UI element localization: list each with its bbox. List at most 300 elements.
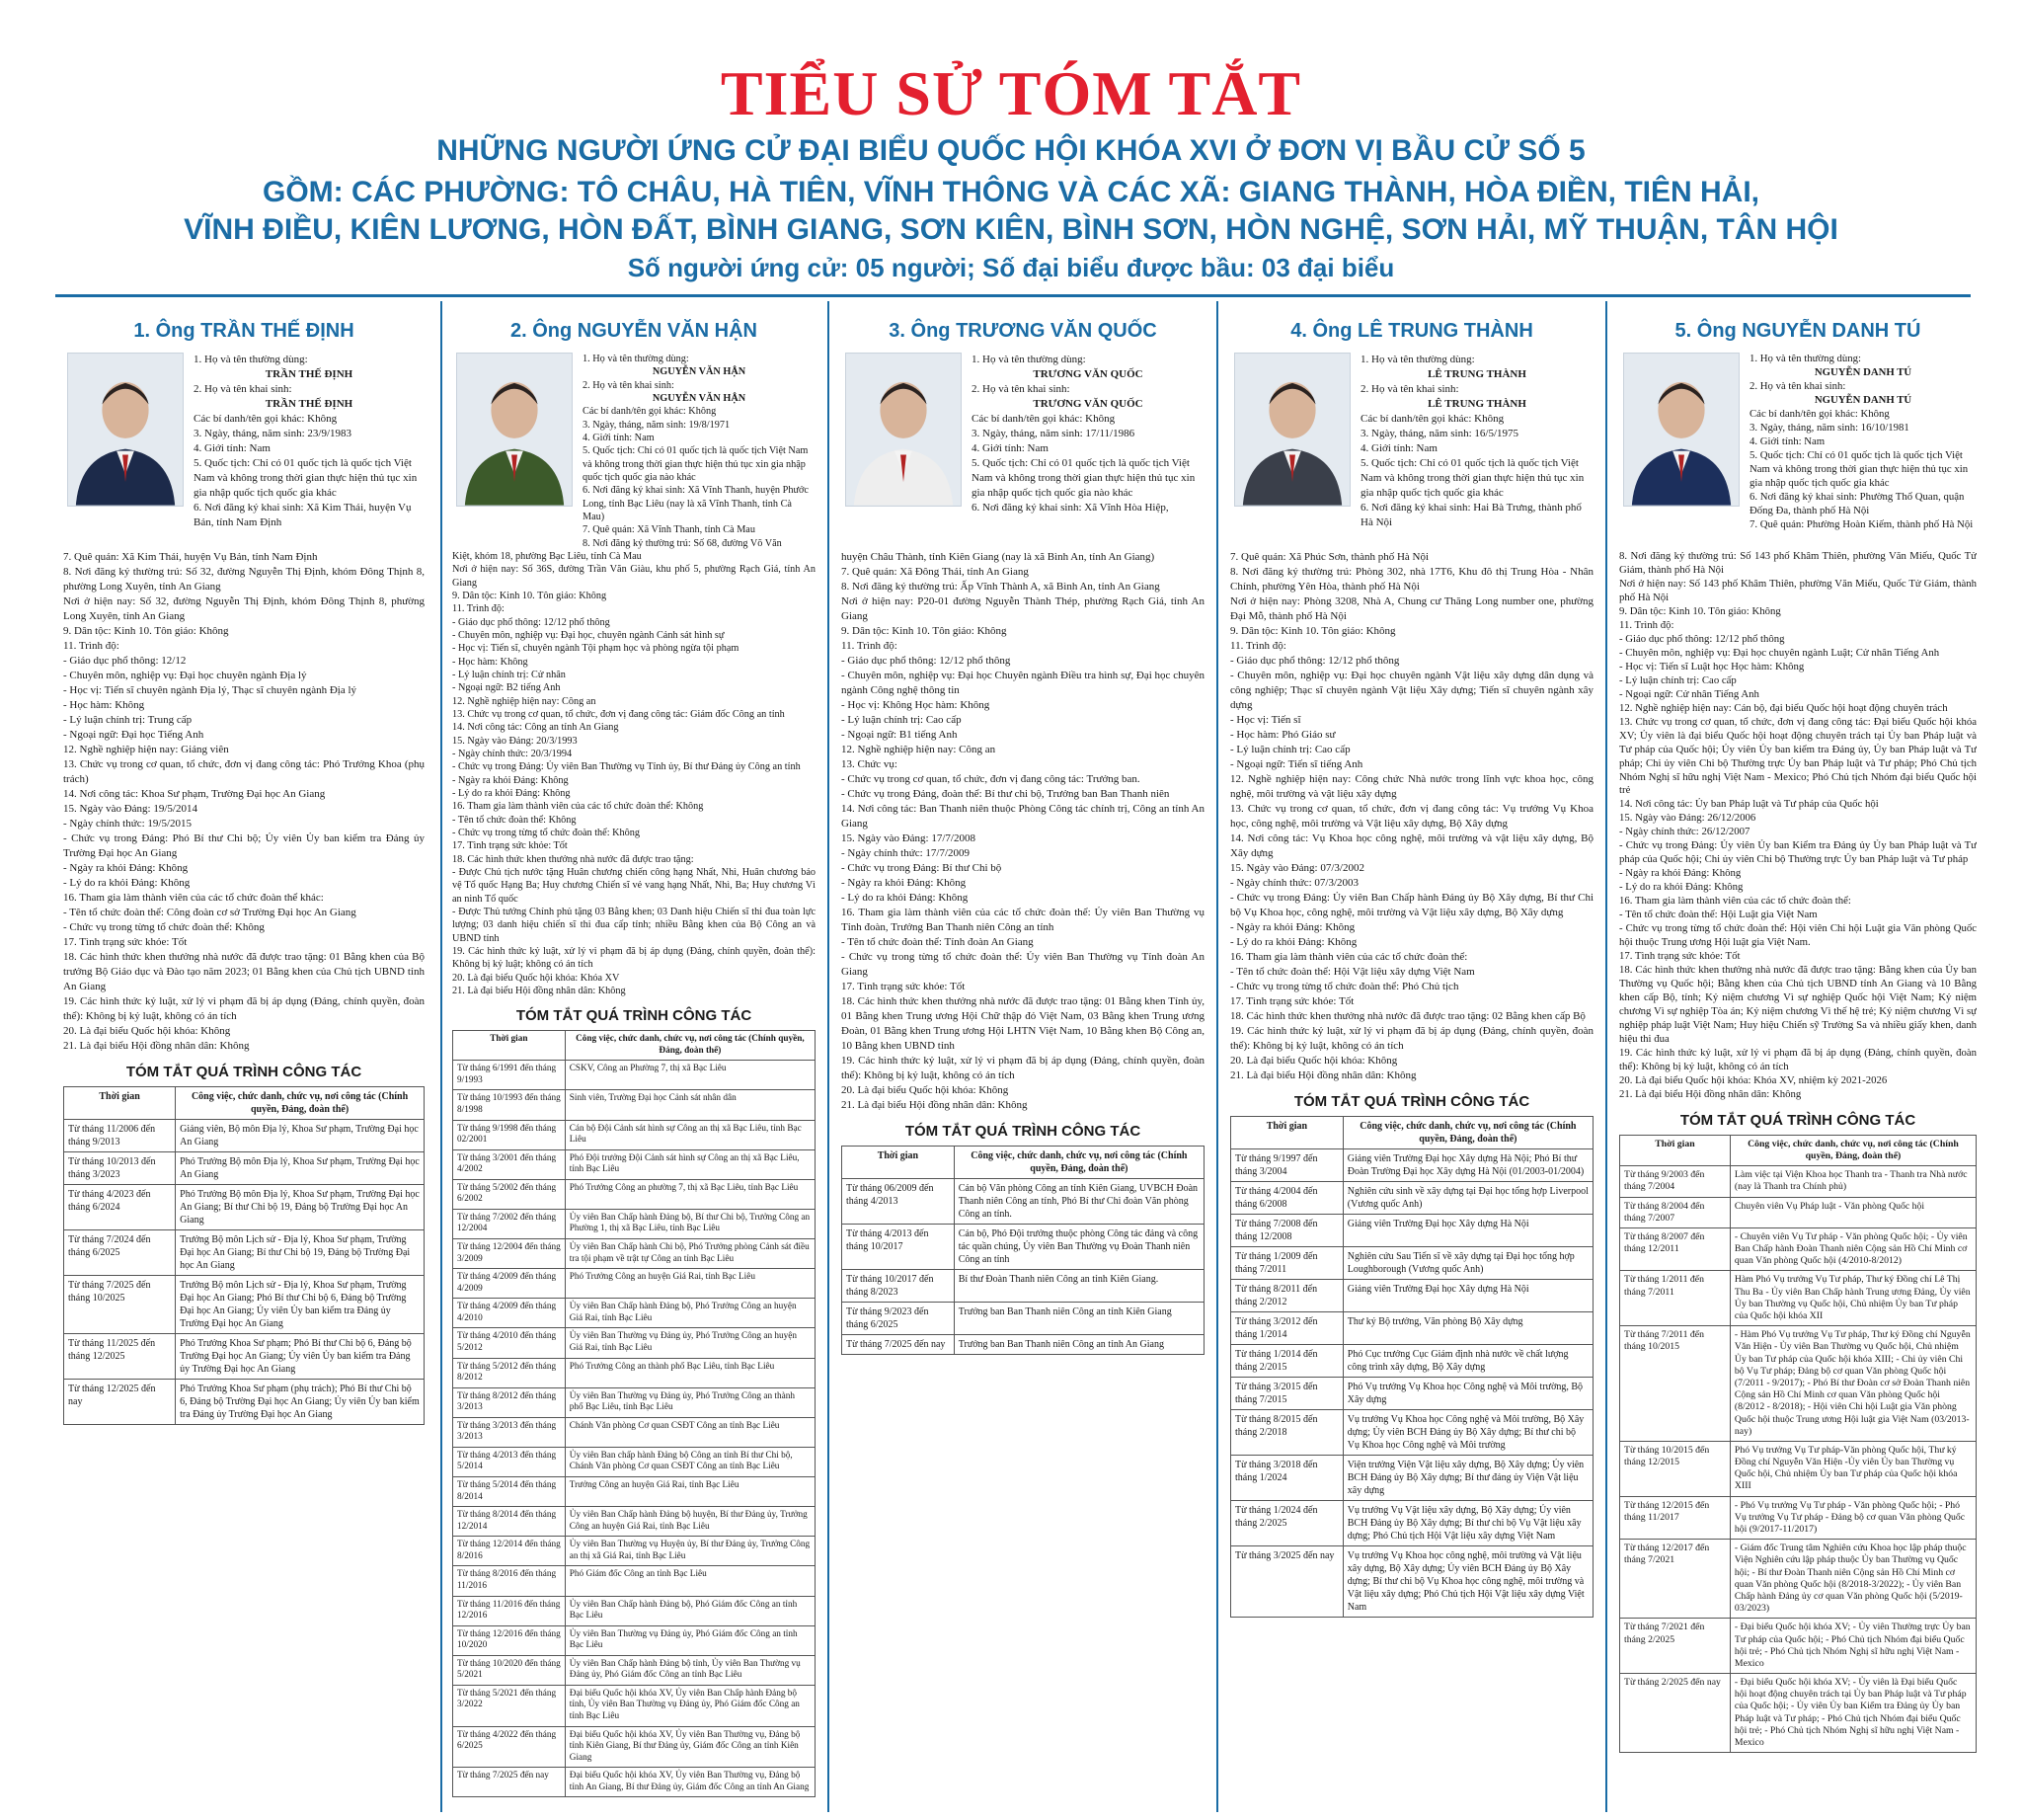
work-time: Từ tháng 8/2012 đến tháng 3/2013 [453, 1387, 566, 1417]
table-row [1231, 1182, 1594, 1215]
info-line: 6. Nơi đăng ký khai sinh: Phường Thổ Quan, quận Đống Đa, thành phố Hà Nội [1750, 490, 1965, 516]
bio-field: - Lý do ra khỏi Đảng: Không [63, 877, 191, 889]
work-history-table [63, 1086, 425, 1425]
table-row [1620, 1197, 1977, 1227]
bio-field: - Học vị: Không Học hàm: Không [841, 699, 990, 711]
table-row [64, 1152, 425, 1185]
table-row [1620, 1166, 1977, 1197]
bio-field: Nơi ở hiện nay: Số 32, đường Nguyễn Thị Định, khóm Đông Thịnh 8, phường Long Xuyên, tỉnh An Giang [63, 595, 425, 622]
table-row [842, 1225, 1205, 1270]
bio-field: 17. Tình trạng sức khỏe: Tốt [841, 981, 966, 992]
bio-field: - Ngày ra khỏi Đảng: Không [1619, 867, 1742, 880]
col-header-job: Công việc, chức danh, chức vụ, nơi công tác (Chính quyền, Đảng, đoàn thể) [1343, 1117, 1593, 1149]
work-job: Chánh Văn phòng Cơ quan CSĐT Công an tỉnh Bạc Liêu [565, 1417, 815, 1447]
table-row [453, 1387, 816, 1417]
bio-field: - Ngày ra khỏi Đảng: Không [452, 774, 569, 786]
work-time: Từ tháng 7/2008 đến tháng 12/2008 [1231, 1215, 1344, 1247]
work-time: Từ tháng 3/2012 đến tháng 1/2014 [1231, 1312, 1344, 1345]
work-job: Bí thư Đoàn Thanh niên Công an tỉnh Kiên Giang. [954, 1270, 1204, 1303]
work-job: Phó Trưởng Bộ môn Địa lý, Khoa Sư phạm, Trường Đại học An Giang [176, 1152, 425, 1185]
work-job: - Phó Vụ trưởng Vụ Tư pháp - Văn phòng Quốc hội; - Phó Vụ trưởng Vụ Tư pháp - Đảng bộ cơ quan Văn phòng Quốc hội (9/2017-11/2017) [1730, 1496, 1976, 1540]
work-time: Từ tháng 8/2016 đến tháng 11/2016 [453, 1566, 566, 1596]
work-job: Phó Trưởng Khoa Sư phạm; Phó Bí thư Chi bộ 6, Đảng bộ Trường Đại học An Giang; Ủy viên Ủy ban kiểm tra Đảng ủy Trường Đại học An Giang [176, 1334, 425, 1380]
info-line: 4. Giới tính: Nam [194, 442, 271, 454]
work-time: Từ tháng 3/2025 đến nay [1231, 1546, 1344, 1618]
common-name-label: 1. Họ và tên thường dùng: [583, 354, 689, 364]
work-job: Đại biểu Quốc hội khóa XV, Ủy viên Ban Thường vụ, Đảng bộ tỉnh An Giang, Bí thư Đảng ủy, Giám đốc Công an tỉnh An Giang [565, 1768, 815, 1797]
work-job: Hàm Phó Vụ trưởng Vụ Tư pháp, Thư ký Đồng chí Lê Thị Thu Ba - Ủy viên Ban Chấp hành Trung ương Đảng, Ủy viên Ủy ban Thường vụ Quốc hội, Chủ nhiệm Ủy ban Tư pháp của Quốc hội khóa XII [1730, 1271, 1976, 1326]
table-row [453, 1507, 816, 1537]
subtitle-line-2: GỒM: CÁC PHƯỜNG: TÔ CHÂU, HÀ TIÊN, VĨNH THÔNG VÀ CÁC XÃ: GIANG THÀNH, HÒA ĐIỀN, TIÊN HẢI, [262, 176, 1760, 208]
birth-name-label: 2. Họ và tên khai sinh: [1361, 383, 1459, 395]
work-job: - Đại biểu Quốc hội khóa XV; - Ủy viên Thường trực Ủy ban Tư pháp của Quốc hội; - Phó Chủ tịch Nhóm đại biểu Quốc hội trẻ; - Phó Chủ tịch Nhóm Nghị sĩ hữu nghị Việt Nam - Mexico [1730, 1619, 1976, 1674]
info-line: 4. Giới tính: Nam [1361, 442, 1438, 454]
info-line: 4. Giới tính: Nam [972, 442, 1049, 454]
bio-field: - Chức vụ trong từng tổ chức đoàn thể: Không [452, 827, 641, 838]
col-header-time: Thời gian [1231, 1117, 1344, 1149]
bio-field: - Ngày chính thức: 26/12/2007 [1619, 826, 1750, 838]
work-job: Ủy viên Ban Thường vụ Đảng ủy, Phó Giám đốc Công an tỉnh Bạc Liêu [565, 1625, 815, 1655]
bio-top [1619, 353, 1977, 550]
work-job: - Đại biểu Quốc hội khóa XV; - Ủy viên là Đại biểu Quốc hội hoạt động chuyên trách tại Ủy ban Pháp luật và Tư pháp của Quốc hội; - Ủy viên Ủy ban Kiểm tra Đảng ủy Ủy ban Pháp luật và Tư pháp; - Phó Chủ tịch Nhóm đại biểu Quốc hội trẻ; - Phó Chủ tịch Nhóm Nghị sĩ hữu nghị Việt Nam - Mexico [1730, 1674, 1976, 1753]
bio-field: 21. Là đại biểu Hội đồng nhân dân: Không [841, 1099, 1028, 1111]
bio-field: 12. Nghề nghiệp hiện nay: Công chức Nhà nước trong lĩnh vực khoa học, công nghệ, môi trường và vật liệu xây dựng [1230, 773, 1594, 800]
work-job: Nghiên cứu Sau Tiến sĩ về xây dựng tại Đại học tổng hợp Loughborough (Vương quốc Anh) [1343, 1247, 1593, 1280]
table-row [64, 1334, 425, 1380]
candidate-portrait [845, 353, 962, 507]
birth-name-value: LÊ TRUNG THÀNH [1428, 398, 1526, 410]
work-job: Cán bộ Đội Cảnh sát hình sự Công an thị xã Bạc Liêu, tỉnh Bạc Liêu [565, 1120, 815, 1149]
subtitle-line-1: NHỮNG NGƯỜI ỨNG CỬ ĐẠI BIỂU QUỐC HỘI KHÓA XVI Ở ĐƠN VỊ BẦU CỬ SỐ 5 [436, 134, 1586, 167]
work-time: Từ tháng 4/2022 đến tháng 6/2025 [453, 1726, 566, 1768]
bio-field: - Chức vụ trong Đảng, đoàn thể: Bí thư chi bộ, Trưởng ban Ban Thanh niên [841, 788, 1170, 800]
table-row [1231, 1378, 1594, 1410]
portrait-placeholder-icon [1235, 354, 1350, 506]
table-row [1231, 1312, 1594, 1345]
header-divider [55, 294, 1971, 297]
work-time: Từ tháng 7/2011 đến tháng 10/2015 [1620, 1326, 1731, 1442]
work-time: Từ tháng 10/2015 đến tháng 12/2015 [1620, 1441, 1731, 1496]
bio-field: - Tên tổ chức đoàn thể: Công đoàn cơ sở Trường Đại học An Giang [63, 907, 356, 918]
work-time: Từ tháng 1/2009 đến tháng 7/2011 [1231, 1247, 1344, 1280]
bio-field: 8. Nơi đăng ký thường trú: Số 143 phố Khâm Thiên, phường Văn Miếu, Quốc Tử Giám, thành phố Hà Nội [1619, 550, 1977, 576]
table-row [64, 1185, 425, 1230]
bio-field: - Ngày ra khỏi Đảng: Không [1230, 921, 1356, 933]
work-job: Phó Trưởng Khoa Sư phạm (phụ trách); Phó Bí thư Chi bộ 6, Đảng bộ Trường Đại học An Giang; Ủy viên Ủy ban kiểm tra Đảng ủy Trường Đại học An Giang [176, 1380, 425, 1425]
work-time: Từ tháng 8/2011 đến tháng 2/2012 [1231, 1280, 1344, 1312]
birth-name-value: TRƯƠNG VĂN QUỐC [1033, 398, 1143, 410]
bio-field: - Lý do ra khỏi Đảng: Không [1230, 936, 1358, 948]
work-time: Từ tháng 4/2004 đến tháng 6/2008 [1231, 1182, 1344, 1215]
info-line: 3. Ngày, tháng, năm sinh: 16/5/1975 [1361, 428, 1518, 439]
bio-fields [841, 550, 1205, 1113]
table-row [1231, 1501, 1594, 1546]
table-row [1620, 1674, 1977, 1753]
work-time: Từ tháng 4/2013 đến tháng 5/2014 [453, 1447, 566, 1476]
bio-field: - Giáo dục phổ thông: 12/12 phổ thông [1230, 655, 1400, 667]
work-job: Phó Vụ trưởng Vụ Khoa học Công nghệ và Môi trường, Bộ Xây dựng [1343, 1378, 1593, 1410]
table-row [64, 1276, 425, 1334]
work-job: Trưởng Bộ môn Lịch sử - Địa lý, Khoa Sư phạm, Trường Đại học An Giang; Phó Bí thư Chi bộ 6, Đảng bộ Trường Đại học An Giang; Ủy viên Ủy ban kiểm tra Đảng ủy Trường Đại học An Giang [176, 1276, 425, 1334]
table-row [1620, 1227, 1977, 1271]
work-job: Đại biểu Quốc hội khóa XV, Ủy viên Ban Thường vụ, Đảng bộ tỉnh Kiên Giang, Bí thư Đảng ủy, Giám đốc Công an tỉnh Kiên Giang [565, 1726, 815, 1768]
info-line: 5. Quốc tịch: Chỉ có 01 quốc tịch là quốc tịch Việt Nam và không trong thời gian thực hiện thủ tục xin gia nhập quốc tịch quốc gia khác [1361, 457, 1585, 499]
bio-fields [1230, 550, 1594, 1083]
bio-field: - Ngày chính thức: 17/7/2009 [841, 847, 970, 859]
work-job: Ủy viên Ban chấp hành Đảng bộ Công an tỉnh Bí thư Chi bộ, Chánh Văn phòng Cơ quan CSĐT Công an tỉnh Bạc Liêu [565, 1447, 815, 1476]
work-job: Giảng viên, Bộ môn Địa lý, Khoa Sư phạm, Trường Đại học An Giang [176, 1120, 425, 1152]
col-header-time: Thời gian [453, 1031, 566, 1061]
work-job: Sinh viên, Trường Đại học Cảnh sát nhân dân [565, 1090, 815, 1120]
col-header-job: Công việc, chức danh, chức vụ, nơi công tác (Chính quyền, Đảng, đoàn thể) [954, 1147, 1204, 1179]
bio-field: - Chuyên môn, nghiệp vụ: Đại học Chuyên ngành Điều tra hình sự, Đại học chuyên ngành Công nghệ thông tin [841, 670, 1205, 696]
bio-top [841, 353, 1205, 550]
work-summary-title: TÓM TẮT QUÁ TRÌNH CÔNG TÁC [1679, 1111, 1916, 1129]
table-row [1231, 1345, 1594, 1378]
bio-field: - Giáo dục phổ thông: 12/12 phổ thông [1619, 632, 1785, 645]
bio-field: 11. Trình độ: [452, 603, 505, 615]
bio-field: 16. Tham gia làm thành viên của các tổ chức đoàn thể khác: [63, 892, 324, 904]
bio-field: 11. Trình độ: [1619, 618, 1674, 631]
bio-field: - Ngày ra khỏi Đảng: Không [841, 877, 967, 889]
bio-field: - Học vị: Tiến sĩ [1230, 714, 1301, 726]
bio-field: 7. Quê quán: Xã Kim Thái, huyện Vụ Bản, tỉnh Nam Định [63, 551, 318, 563]
work-job: Ủy viên Ban Chấp hành Đảng bộ huyện, Bí thư Đảng ủy, Trưởng Công an huyện Giá Rai, tỉnh Bạc Liêu [565, 1507, 815, 1537]
table-row [453, 1299, 816, 1328]
table-row [453, 1726, 816, 1768]
info-line: Các bí danh/tên gọi khác: Không [1361, 413, 1505, 425]
work-job: Trưởng ban Ban Thanh niên Công an tỉnh Kiên Giang [954, 1303, 1204, 1335]
bio-field: 12. Nghề nghiệp hiện nay: Công an [841, 744, 996, 755]
bio-field: 14. Nơi công tác: Công an tỉnh An Giang [452, 722, 619, 734]
bio-field: - Tên tổ chức đoàn thể: Hội Vật liệu xây dựng Việt Nam [1230, 966, 1475, 978]
birth-name-value: TRẦN THẾ ĐỊNH [265, 398, 353, 410]
bio-field: - Lý luận chính trị: Trung cấp [63, 714, 193, 726]
table-row [453, 1239, 816, 1269]
work-job: Giảng viên Trường Đại học Xây dựng Hà Nội [1343, 1280, 1593, 1312]
bio-field: 13. Chức vụ trong cơ quan, tổ chức, đơn vị đang công tác: Giám đốc Công an tỉnh [452, 708, 785, 720]
bio-field: 13. Chức vụ: [841, 758, 897, 770]
work-time: Từ tháng 7/2025 đến tháng 10/2025 [64, 1276, 176, 1334]
table-row [453, 1768, 816, 1797]
bio-fields [1619, 550, 1977, 1102]
col-header-job: Công việc, chức danh, chức vụ, nơi công tác (Chính quyền, Đảng, đoàn thể) [176, 1087, 425, 1120]
bio-field: - Chức vụ trong từng tổ chức đoàn thể: Phó Chủ tịch [1230, 981, 1459, 992]
work-job: Vụ trưởng Vụ Khoa học Công nghệ và Môi trường, Bộ Xây dựng; Ủy viên BCH Đảng ủy Bộ Xây dựng; Bí thư chi bộ Vụ Khoa học Công nghệ và Môi trường [1343, 1410, 1593, 1456]
bio-field: 9. Dân tộc: Kinh 10. Tôn giáo: Không [1619, 604, 1781, 617]
table-row [1231, 1247, 1594, 1280]
work-time: Từ tháng 4/2009 đến tháng 4/2009 [453, 1269, 566, 1299]
work-job: Ủy viên Ban Thường vụ Huyện ủy, Bí thư Đảng ủy, Trưởng Công an thị xã Giá Rai, tỉnh Bạc Liêu [565, 1537, 815, 1566]
work-job: Cán bộ Văn phòng Công an tỉnh Kiên Giang, UVBCH Đoàn Thanh niên Công an tỉnh, Phó Bí thư Chi đoàn Văn phòng Công an tỉnh. [954, 1179, 1204, 1225]
page-header [0, 0, 2022, 296]
work-time: Từ tháng 6/1991 đến tháng 9/1993 [453, 1061, 566, 1090]
work-time: Từ tháng 12/2015 đến tháng 11/2017 [1620, 1496, 1731, 1540]
bio-field: 21. Là đại biểu Hội đồng nhân dân: Không [452, 985, 626, 996]
bio-field: 13. Chức vụ trong cơ quan, tổ chức, đơn vị đang công tác: Đại biểu Quốc hội khóa XV; Ủy viên là đại biểu Quốc hội hoạt động chuyên trách tại Ủy ban Pháp luật và Tư pháp của Quốc hội; Ủy viên Ủy ban kiểm tra Đảng ủy, Ủy ban Pháp luật và Tư pháp; Chi ủy viên Chi bộ Thường trực Ủy ban Pháp luật và Tư pháp; Phó Chủ tịch Nhóm Nghị sĩ hữu nghị Việt Nam - Mexico; Phó Chủ tịch Nhóm đại biểu Quốc hội trẻ [1619, 715, 1977, 797]
info-line: 6. Nơi đăng ký khai sinh: Hai Bà Trưng, thành phố Hà Nội [1361, 502, 1582, 528]
work-time: Từ tháng 11/2006 đến tháng 9/2013 [64, 1120, 176, 1152]
work-time: Từ tháng 8/2007 đến tháng 12/2011 [1620, 1227, 1731, 1271]
candidate-column-1 [63, 301, 425, 1812]
bio-field: 17. Tình trạng sức khỏe: Tốt [452, 840, 568, 852]
bio-field: 12. Nghề nghiệp hiện nay: Giảng viên [63, 744, 229, 755]
bio-field: 14. Nơi công tác: Khoa Sư phạm, Trường Đại học An Giang [63, 788, 326, 800]
info-line: 3. Ngày, tháng, năm sinh: 16/10/1981 [1750, 421, 1909, 434]
table-row [842, 1270, 1205, 1303]
work-time: Từ tháng 4/2009 đến tháng 4/2010 [453, 1299, 566, 1328]
bio-field: 16. Tham gia làm thành viên của các tổ chức đoàn thể: [1230, 951, 1468, 963]
table-row [64, 1380, 425, 1425]
bio-field: - Ngoại ngữ: Cử nhân Tiếng Anh [1619, 687, 1759, 700]
bio-field: - Tên tổ chức đoàn thể: Không [452, 814, 577, 826]
bio-field: 20. Là đại biểu Quốc hội khóa: Không [841, 1084, 1009, 1096]
candidate-portrait [456, 353, 573, 507]
work-job: Trưởng Công an huyện Giá Rai, tỉnh Bạc Liêu [565, 1477, 815, 1507]
bio-field: 12. Nghề nghiệp hiện nay: Cán bộ, đại biểu Quốc hội hoạt động chuyên trách [1619, 701, 1948, 714]
table-row [1231, 1410, 1594, 1456]
work-job: - Hàm Phó Vụ trưởng Vụ Tư pháp, Thư ký Đồng chí Nguyễn Văn Hiện - Ủy viên Ban Thường vụ Quốc hội, Chủ nhiệm Ủy ban Tư pháp của Quốc hội khóa XIII; - Chi ủy viên Chi bộ Vụ Tư pháp; Đảng bộ cơ quan Văn phòng Quốc hội (7/2011 - 9/2017); - Phó Bí thư Đoàn cơ sở Đoàn Thanh niên Cộng sản Hồ Chí Minh cơ quan Văn phòng Quốc hội (8/2012 - 8/2018); - Hội viên Chi hội Luật gia Văn phòng Quốc hội thuộc Trung ương Hội luật gia Việt Nam (03/2013-nay) [1730, 1326, 1976, 1442]
bio-field: - Ngoại ngữ: Tiến sĩ tiếng Anh [1230, 758, 1363, 770]
birth-name-value: NGUYỄN DANH TÚ [1814, 393, 1912, 406]
bio-field: 8. Nơi đăng ký thường trú: Số 32, đường Nguyễn Thị Định, khóm Đông Thịnh 8, phường Long Xuyên, tỉnh An Giang [63, 566, 425, 593]
col-header-time: Thời gian [842, 1147, 955, 1179]
info-line: 8. Nơi đăng ký thường trú: Số 68, đường Võ Văn [583, 537, 782, 549]
bio-field: Nơi ở hiện nay: Phòng 3208, Nhà A, Chung cư Thăng Long number one, phường Đại Mỗ, thành phố Hà Nội [1230, 595, 1594, 622]
work-job: Ủy viên Ban Chấp hành Đảng bộ tỉnh, Ủy viên Ban Thường vụ Đảng ủy, Phó Giám đốc Công an tỉnh Bạc Liêu [565, 1655, 815, 1685]
bio-field: 9. Dân tộc: Kinh 10. Tôn giáo: Không [63, 625, 229, 637]
work-job: Ủy viên Ban Chấp hành Đảng bộ, Phó Giám đốc Công an tỉnh Bạc Liêu [565, 1596, 815, 1625]
bio-field: 12. Nghề nghiệp hiện nay: Công an [452, 695, 596, 707]
bio-field: 17. Tình trạng sức khỏe: Tốt [1619, 950, 1741, 963]
birth-name-label: 2. Họ và tên khai sinh: [583, 379, 674, 391]
table-row [453, 1179, 816, 1209]
table-row [453, 1061, 816, 1090]
bio-top [452, 353, 816, 550]
bio-field: - Giáo dục phổ thông: 12/12 phổ thông [452, 616, 610, 628]
work-job: Phó Trưởng Bộ môn Địa lý, Khoa Sư phạm, Trường Đại học An Giang; Bí thư Chi bộ 19, Đảng bộ Trường Đại học An Giang [176, 1185, 425, 1230]
candidate-portrait [67, 353, 184, 507]
bio-field: - Giáo dục phổ thông: 12/12 [63, 655, 187, 667]
bio-field: - Học vị: Tiến sĩ, chuyên ngành Tội phạm học và phòng ngừa tội phạm [452, 643, 739, 655]
bio-field: - Ngày chính thức: 19/5/2015 [63, 818, 192, 830]
bio-fields [452, 550, 816, 997]
bio-field: 15. Ngày vào Đảng: 07/3/2002 [1230, 862, 1364, 874]
bio-field: - Học hàm: Không [452, 656, 528, 668]
bio-field: - Được Thủ tướng Chính phủ tặng 03 Bằng khen; 03 Danh hiệu Chiến sĩ thi đua toàn lực lượng; 03 danh hiệu chiến sĩ thi đua cấp tỉnh; nhiều Bằng khen của Bộ Công an và UBND tỉnh [452, 906, 816, 944]
bio-field: 15. Ngày vào Đảng: 17/7/2008 [841, 832, 975, 844]
work-time: Từ tháng 3/2015 đến tháng 7/2015 [1231, 1378, 1344, 1410]
work-time: Từ tháng 12/2014 đến tháng 8/2016 [453, 1537, 566, 1566]
column-divider [440, 301, 442, 1812]
work-time: Từ tháng 7/2024 đến tháng 6/2025 [64, 1230, 176, 1276]
info-line: 5. Quốc tịch: Chỉ có 01 quốc tịch là quốc tịch Việt Nam và không trong thời gian thực hiện thủ tục xin gia nhập quốc tịch quốc gia nào khác [583, 445, 809, 483]
work-job: Nghiên cứu sinh về xây dựng tại Đại học tổng hợp Liverpool (Vương quốc Anh) [1343, 1182, 1593, 1215]
table-row [453, 1149, 816, 1179]
work-time: Từ tháng 3/2001 đến tháng 4/2002 [453, 1149, 566, 1179]
birth-name-label: 2. Họ và tên khai sinh: [194, 383, 292, 395]
work-job: Phó Đội trưởng Đội Cảnh sát hình sự Công an thị xã Bạc Liêu, tỉnh Bạc Liêu [565, 1149, 815, 1179]
work-job: - Giám đốc Trung tâm Nghiên cứu Khoa học lập pháp thuộc Viện Nghiên cứu lập pháp thuộc Ủy ban Thường vụ Quốc hội; - Bí thư Đoàn Thanh niên Cộng sản Hồ Chí Minh cơ quan Văn phòng Quốc hội (8/2018-3/2022); - Ủy viên Ban Chấp hành Đảng ủy cơ quan Văn phòng Quốc hội (5/2019-03/2023) [1730, 1540, 1976, 1619]
work-job: Làm việc tại Viện Khoa học Thanh tra - Thanh tra Nhà nước (nay là Thanh tra Chính phủ) [1730, 1166, 1976, 1197]
work-job: Viện trưởng Viện Vật liệu xây dựng, Bộ Xây dựng; Ủy viên BCH Đảng ủy Bộ Xây dựng; Bí thư đảng ủy Viện Vật liệu xây dựng [1343, 1456, 1593, 1501]
info-line: 5. Quốc tịch: Chỉ có 01 quốc tịch là quốc tịch Việt Nam và không trong thời gian thực hiện thủ tục xin gia nhập quốc tịch quốc gia khác [194, 457, 418, 499]
candidate-heading: 2. Ông NGUYỄN VĂN HẬN [509, 320, 758, 342]
portrait-placeholder-icon [457, 354, 572, 506]
bio-field: Nơi ở hiện nay: Số 36S, đường Trần Văn Giàu, khu phố 5, phường Rạch Giá, tỉnh An Giang [452, 564, 816, 589]
bio-field: 21. Là đại biểu Hội đồng nhân dân: Không [1230, 1069, 1417, 1081]
bio-field: - Ngày chính thức: 07/3/2003 [1230, 877, 1359, 889]
bio-field: - Lý luận chính trị: Cao cấp [841, 714, 962, 726]
work-time: Từ tháng 8/2004 đến tháng 7/2007 [1620, 1197, 1731, 1227]
bio-field: 18. Các hình thức khen thưởng nhà nước đã được trao tặng: Bằng khen của Ủy ban Thường vụ Quốc hội; Bằng khen của Chủ tịch UBND tỉnh An Giang và 10 Bằng khen cấp Bộ, tỉnh; Kỷ niệm chương Vì sự nghiệp Quốc hội Việt Nam; Kỷ niệm chương Vì sự nghiệp Tòa án; Kỷ niệm chương Vì thế hệ trẻ; Kỷ niệm chương Vì sự nghiệp pháp luật Việt Nam; Huy hiệu Chiến sỹ Trường Sa và nhiều giấy khen, danh hiệu thi đua [1619, 964, 1977, 1045]
bio-field: Kiệt, khóm 18, phường Bạc Liêu, tỉnh Cà Mau [452, 551, 642, 562]
work-time: Từ tháng 7/2002 đến tháng 12/2004 [453, 1209, 566, 1238]
table-row [1620, 1540, 1977, 1619]
common-name-value: NGUYỄN VĂN HẬN [652, 366, 746, 378]
column-divider [1605, 301, 1607, 1812]
basic-info [1361, 353, 1594, 530]
work-job: - Chuyên viên Vụ Tư pháp - Văn phòng Quốc hội; - Ủy viên Ban Chấp hành Đoàn Thanh niên Cộng sản Hồ Chí Minh cơ quan Văn phòng Quốc hội (4/2010-8/2012) [1730, 1227, 1976, 1271]
basic-info [194, 353, 425, 530]
bio-field: - Chuyên môn, nghiệp vụ: Đại học, chuyên ngành Cảnh sát hình sự [452, 629, 725, 641]
basic-info [583, 353, 816, 550]
portrait-placeholder-icon [846, 354, 961, 506]
candidate-column-4 [1230, 301, 1594, 1812]
table-row [453, 1537, 816, 1566]
table-row [1231, 1456, 1594, 1501]
column-divider [827, 301, 829, 1812]
info-line: 4. Giới tính: Nam [1750, 435, 1826, 447]
bio-field: 7. Quê quán: Xã Đông Thái, tỉnh An Giang [841, 566, 1029, 578]
table-row [1620, 1619, 1977, 1674]
work-time: Từ tháng 3/2018 đến tháng 1/2024 [1231, 1456, 1344, 1501]
table-row [453, 1566, 816, 1596]
bio-field: 20. Là đại biểu Quốc hội khóa: Không [63, 1025, 231, 1037]
bio-field: 14. Nơi công tác: Ban Thanh niên thuộc Phòng Công tác chính trị, Công an tỉnh An Giang [841, 803, 1205, 830]
work-time: Từ tháng 7/2025 đến nay [453, 1768, 566, 1797]
work-time: Từ tháng 4/2023 đến tháng 6/2024 [64, 1185, 176, 1230]
table-row [453, 1209, 816, 1238]
table-row [1620, 1271, 1977, 1326]
bio-field: 9. Dân tộc: Kinh 10. Tôn giáo: Không [841, 625, 1007, 637]
bio-field: 20. Là đại biểu Quốc hội khóa: Khóa XV, nhiệm kỳ 2021-2026 [1619, 1073, 1888, 1086]
table-row [1231, 1280, 1594, 1312]
work-job: Phó Vụ trưởng Vụ Tư pháp-Văn phòng Quốc hội, Thư ký Đồng chí Nguyễn Văn Hiện -Ủy viên Ủy ban Thường vụ Quốc hội, Chủ nhiệm Ủy ban Tư pháp của Quốc hội khóa XIII [1730, 1441, 1976, 1496]
bio-field: 19. Các hình thức kỷ luật, xử lý vi phạm đã bị áp dụng (Đảng, chính quyền, đoàn thể): Không bị kỷ luật; không có án tích [452, 945, 816, 971]
bio-field: - Chức vụ trong Đảng: Phó Bí thư Chi bộ; Ủy viên Ủy ban kiểm tra Đảng ủy Trường Đại học An Giang [63, 832, 425, 859]
bio-field: 18. Các hình thức khen thưởng nhà nước đã được trao tặng: [452, 853, 694, 865]
work-time: Từ tháng 11/2016 đến tháng 12/2016 [453, 1596, 566, 1625]
birth-name-label: 2. Họ và tên khai sinh: [972, 383, 1070, 395]
bio-field: 15. Ngày vào Đảng: 19/5/2014 [63, 803, 197, 815]
birth-name-value: NGUYỄN VĂN HẬN [652, 392, 746, 404]
candidate-heading: 4. Ông LÊ TRUNG THÀNH [1290, 320, 1533, 342]
work-time: Từ tháng 1/2011 đến tháng 7/2011 [1620, 1271, 1731, 1326]
work-summary-title: TÓM TẮT QUÁ TRÌNH CÔNG TÁC [515, 1007, 752, 1025]
work-job: Ủy viên Ban Thường vụ Đảng ủy, Phó Trưởng Công an thành phố Bạc Liêu, tỉnh Bạc Liêu [565, 1387, 815, 1417]
bio-fields [63, 550, 425, 1054]
work-time: Từ tháng 3/2013 đến tháng 3/2013 [453, 1417, 566, 1447]
birth-name-label: 2. Họ và tên khai sinh: [1750, 379, 1846, 392]
work-time: Từ tháng 12/2004 đến tháng 3/2009 [453, 1239, 566, 1269]
work-time: Từ tháng 8/2015 đến tháng 2/2018 [1231, 1410, 1344, 1456]
work-history-table [1230, 1116, 1594, 1618]
table-row [1620, 1326, 1977, 1442]
common-name-label: 1. Họ và tên thường dùng: [1361, 354, 1475, 365]
bio-field: 11. Trình độ: [1230, 640, 1286, 652]
table-row [1620, 1496, 1977, 1540]
basic-info [972, 353, 1205, 515]
bio-field: - Chức vụ trong từng tổ chức đoàn thể: Hội viên Chi hội Luật gia Văn phòng Quốc hội thuộc Trung ương Hội luật gia Việt Nam. [1619, 922, 1977, 949]
table-row [64, 1230, 425, 1276]
basic-info [1750, 353, 1977, 532]
work-time: Từ tháng 1/2024 đến tháng 2/2025 [1231, 1501, 1344, 1546]
bio-field: 17. Tình trạng sức khỏe: Tốt [63, 936, 188, 948]
bio-field: 16. Tham gia làm thành viên của các tổ chức đoàn thể: [1619, 895, 1851, 908]
table-row [453, 1269, 816, 1299]
info-line: 5. Quốc tịch: Chỉ có 01 quốc tịch là quốc tịch Việt Nam và không trong thời gian thực hiện thủ tục xin gia nhập quốc tịch quốc gia khác [1750, 448, 1969, 489]
bio-field: - Chức vụ trong Đảng: Ủy viên Ban Chấp hành Đảng ủy Bộ Xây dựng, Bí thư Chi bộ Vụ Khoa học, công nghệ, môi trường và Vật liệu xây dựng, Bộ Xây dựng [1230, 892, 1594, 918]
bio-field: 17. Tình trạng sức khỏe: Tốt [1230, 995, 1355, 1007]
work-time: Từ tháng 7/2021 đến tháng 2/2025 [1620, 1619, 1731, 1674]
bio-field: 8. Nơi đăng ký thường trú: Ấp Vĩnh Thành A, xã Bình An, tỉnh An Giang [841, 581, 1160, 593]
portrait-placeholder-icon [68, 354, 183, 506]
bio-field: - Học vị: Tiến sĩ chuyên ngành Địa lý, Thạc sĩ chuyên ngành Địa lý [63, 684, 357, 696]
table-row [453, 1655, 816, 1685]
table-row [1620, 1441, 1977, 1496]
bio-field: - Lý luận chính trị: Cao cấp [1619, 673, 1737, 686]
work-job: Ủy viên Ban Chấp hành Đảng bộ, Phó Trưởng Công an huyện Giá Rai, tỉnh Bạc Liêu [565, 1299, 815, 1328]
bio-field: 14. Nơi công tác: Vụ Khoa học công nghệ, môi trường và vật liệu xây dựng, Bộ Xây dựng [1230, 832, 1594, 859]
bio-field: - Chức vụ trong Đảng: Ủy viên Ban Thường vụ Tỉnh ủy, Bí thư Đảng ủy Công an tỉnh [452, 761, 801, 773]
common-name-label: 1. Họ và tên thường dùng: [1750, 353, 1862, 364]
common-name-value: TRẦN THẾ ĐỊNH [265, 368, 353, 380]
bio-field: - Lý do ra khỏi Đảng: Không [452, 787, 571, 799]
bio-field: - Chức vụ trong cơ quan, tổ chức, đơn vị đang công tác: Trưởng ban. [841, 773, 1140, 785]
table-row [453, 1625, 816, 1655]
work-history-table [452, 1030, 816, 1797]
work-time: Từ tháng 5/2012 đến tháng 8/2012 [453, 1358, 566, 1387]
info-line: 3. Ngày, tháng, năm sinh: 23/9/1983 [194, 428, 351, 439]
bio-field: 19. Các hình thức kỷ luật, xử lý vi phạm đã bị áp dụng (Đảng, chính quyền, đoàn thể): Không bị kỷ luật, không có án tích [1619, 1046, 1977, 1072]
work-time: Từ tháng 1/2014 đến tháng 2/2015 [1231, 1345, 1344, 1378]
table-row [453, 1417, 816, 1447]
table-row [453, 1328, 816, 1358]
bio-field: - Lý do ra khỏi Đảng: Không [1619, 881, 1744, 894]
bio-field: Nơi ở hiện nay: Số 143 phố Khâm Thiên, phường Văn Miếu, Quốc Tử Giám, thành phố Hà Nội [1619, 577, 1977, 603]
work-job: Giảng viên Trường Đại học Xây dựng Hà Nội [1343, 1215, 1593, 1247]
bio-field: 19. Các hình thức kỷ luật, xử lý vi phạm đã bị áp dụng (Đảng, chính quyền, đoàn thể): Không bị kỷ luật, không có án tích [841, 1055, 1205, 1081]
col-header-time: Thời gian [64, 1087, 176, 1120]
work-job: Trưởng ban Ban Thanh niên Công an tỉnh An Giang [954, 1335, 1204, 1355]
bio-field: 16. Tham gia làm thành viên của các tổ chức đoàn thể: Ủy viên Ban Thường vụ Tỉnh đoàn, Trưởng Ban Thanh niên Công an tỉnh [841, 907, 1205, 933]
bio-field: - Chuyên môn, nghiệp vụ: Đại học chuyên ngành Vật liệu xây dựng dân dụng và công nghiệp; Thạc sĩ chuyên ngành Vật liệu Xây dựng; Tiến sĩ chuyên ngành xây dựng [1230, 670, 1594, 711]
bio-field: 19. Các hình thức kỷ luật, xử lý vi phạm đã bị áp dụng (Đảng, chính quyền, đoàn thể): Không bị kỷ luật, không có án tích [1230, 1025, 1594, 1052]
work-history-table [841, 1146, 1205, 1355]
common-name-label: 1. Họ và tên thường dùng: [194, 354, 308, 365]
bio-field: 8. Nơi đăng ký thường trú: Phòng 302, nhà 17T6, Khu đô thị Trung Hòa - Nhân Chính, phường Yên Hòa, thành phố Hà Nội [1230, 566, 1594, 593]
work-time: Từ tháng 10/2013 đến tháng 3/2023 [64, 1152, 176, 1185]
table-row [453, 1358, 816, 1387]
bio-field: - Ngoại ngữ: B2 tiếng Anh [452, 682, 561, 694]
work-time: Từ tháng 10/2017 đến tháng 8/2023 [842, 1270, 955, 1303]
info-line: 7. Quê quán: Phường Hoàn Kiếm, thành phố Hà Nội [1750, 517, 1974, 530]
info-line: 7. Quê quán: Xã Vĩnh Thanh, tỉnh Cà Mau [583, 524, 755, 536]
bio-field: 13. Chức vụ trong cơ quan, tổ chức, đơn vị đang công tác: Vụ trưởng Vụ Khoa học, công nghệ, môi trường và Vật liệu xây dựng, Bộ Xây dựng [1230, 803, 1594, 830]
bio-field: - Học vị: Tiến sĩ Luật học Học hàm: Không [1619, 660, 1805, 673]
work-time: Từ tháng 12/2016 đến tháng 10/2020 [453, 1625, 566, 1655]
